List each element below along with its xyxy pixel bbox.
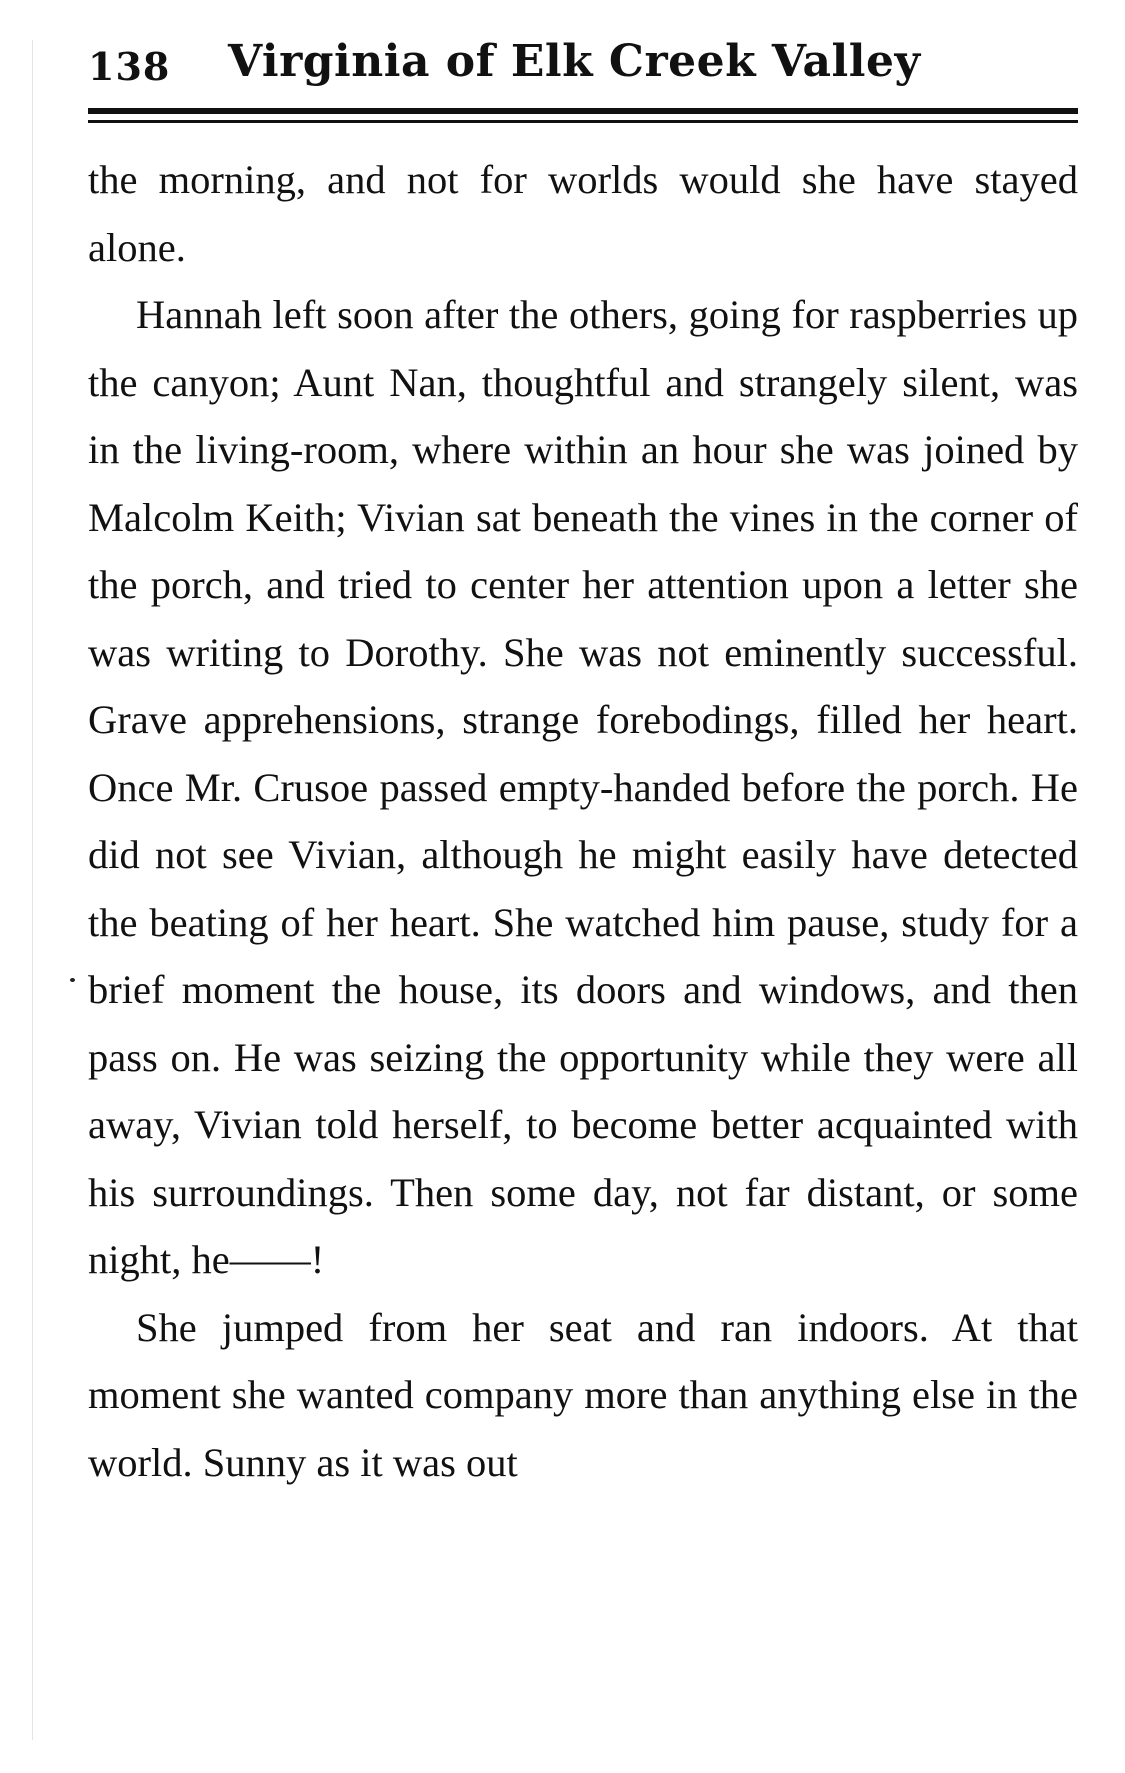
paragraph-3: She jumped from her seat and ran indoors. At that moment she wanted company more than anything else in the world. Sunny as it was out: [88, 1304, 1078, 1485]
header-rule-thin: [88, 120, 1078, 123]
page-header: [88, 28, 1078, 98]
body-text: [88, 146, 1078, 1496]
page-number: 138: [88, 44, 171, 89]
paragraph-2: Hannah left soon after the others, going for raspberries up the canyon; Aunt Nan, thoughtful and strangely silent, was in the living-room, where within an hour she was joined by Malcolm Keith; Vivian sat beneath the vines in the corner of the porch, and tried to center her attention upon a letter she was writing to Dorothy. She was not eminently successful. Grave apprehensions, strange forebodings, filled her heart. Once Mr. Crusoe passed empty-handed before the porch. He did not see Vivian, although he might easily have detected the beating of her heart. She watched him pause, study for a brief moment the house, its doors and windows, and then pass on. He was seizing the opportunity while they were all away, Vivian told herself, to become better acquainted with his surroundings. Then some day, not far distant, or some night, he——!: [88, 292, 1078, 1282]
running-title: Virginia of Elk Creek Valley: [228, 36, 921, 87]
header-rule-thick: [88, 108, 1078, 114]
paragraph-1: the morning, and not for worlds would she have stayed alone.: [88, 157, 1078, 270]
print-speck: [70, 978, 75, 982]
page-edge-line: [32, 40, 33, 1740]
